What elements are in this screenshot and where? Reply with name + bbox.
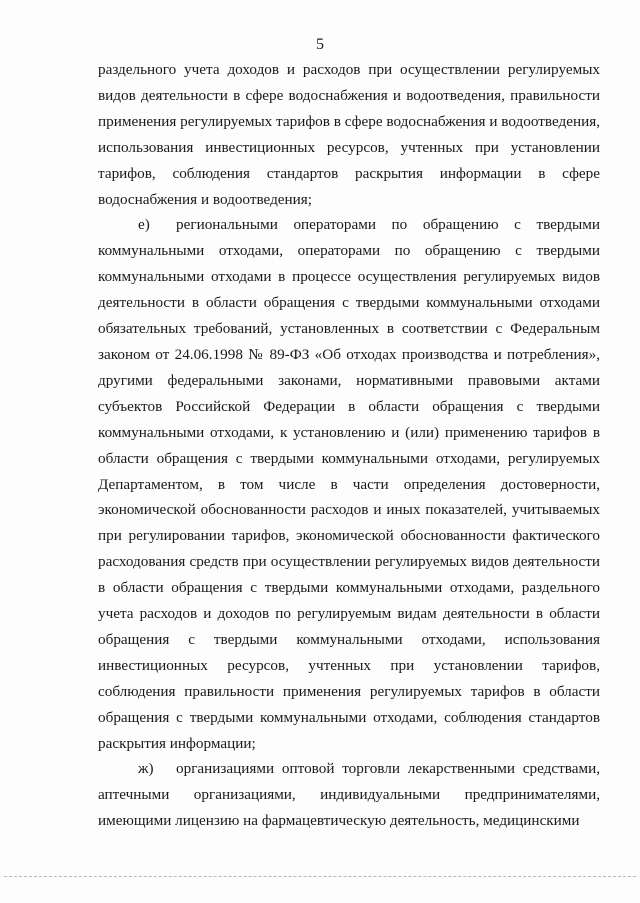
- paragraph-text: региональными операторами по обращению с твердыми коммунальными отходами, операторами по обращению с твердыми коммунальными отходами в процессе осуществления регулируемых видов деятельности в области обращения с твердыми коммунальными отходами обязательных требований, установленных в соответствии с Федеральным законом от 24.06.1998 № 89-ФЗ «Об отходах производства и потребления», другими федеральными законами, нормативными правовыми актами субъектов Российской Федерации в области обращения с твердыми коммунальными отходами, к установлению и (или) применению тарифов в области обращения с твердыми коммунальными отходами, регулируемых Департаментом, в том числе в части определения достоверности, экономической обоснованности расходов и иных показателей, учитываемых при регулировании тарифов, экономической обоснованности фактического расходования средств при осуществлении регулируемых видов деятельности в области обращения с твердыми коммунальными отходами, раздельного учета расходов и доходов по регулируемым видам деятельности в области обращения с твердыми коммунальными отходами, использования инвестиционных ресурсов, учтенных при установлении тарифов, соблюдения правильности применения регулируемых тарифов в области обращения с твердыми коммунальными отходами, соблюдения стандартов раскрытия информации;: [98, 216, 600, 752]
- document-body: [98, 57, 600, 834]
- list-marker: е): [138, 216, 150, 234]
- paragraph-text: организациями оптовой торговли лекарственными средствами, аптечными организациями, индивидуальными предпринимателями, имеющими лицензию на фармацевтическую деятельность, медицинскими: [98, 760, 600, 830]
- paragraph-continuation: [98, 57, 600, 212]
- page-number: 5: [316, 36, 324, 53]
- paragraph-text: раздельного учета доходов и расходов при осуществлении регулируемых видов деятельности в сфере водоснабжения и водоотведения, правильности применения регулируемых тарифов в сфере водоснабжения и водоотведения, использования инвестиционных ресурсов, учтенных при установлении тарифов, соблюдения стандартов раскрытия информации в сфере водоснабжения и водоотведения;: [98, 61, 600, 208]
- paragraph-item-e: [98, 212, 600, 756]
- paragraph-item-zh: [98, 756, 600, 834]
- list-marker: ж): [138, 760, 154, 778]
- scan-edge-line: [4, 876, 636, 878]
